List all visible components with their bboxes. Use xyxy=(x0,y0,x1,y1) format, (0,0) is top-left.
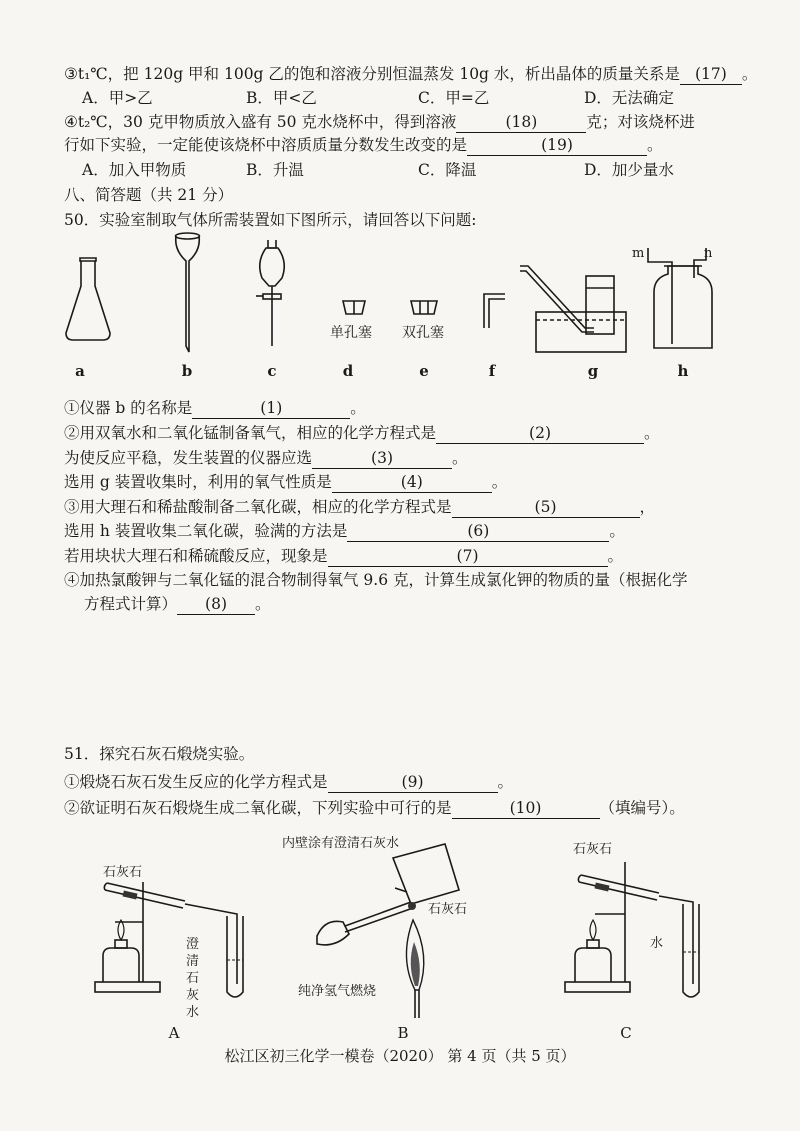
q4-line2 xyxy=(64,135,663,156)
gas-collection-bottle-icon xyxy=(648,248,712,348)
q4-line2-text: 行如下实验，一定能使该烧杯中溶质质量分数发生改变的是 xyxy=(64,136,468,154)
q4-stem-text: ④t₂℃，30 克甲物质放入盛有 50 克水烧杯中，得到溶液 xyxy=(64,113,457,131)
apparatus-letter-f: f xyxy=(488,362,496,380)
q4-option-a[interactable]: A．加入甲物质 xyxy=(82,161,187,179)
fig-b-limestone-label: 石灰石 xyxy=(428,902,468,917)
apparatus-letter-a: a xyxy=(75,362,85,380)
separatory-funnel-icon xyxy=(256,240,284,346)
q50-p2c-text: 选用 g 装置收集时，利用的氧气性质是 xyxy=(64,473,332,491)
blank-8[interactable]: (8) xyxy=(177,594,255,615)
figure-c-drawing xyxy=(565,852,725,1022)
blank-7[interactable]: (7) xyxy=(328,546,608,567)
blank-2[interactable]: (2) xyxy=(436,423,644,444)
q50-p2-text: ②用双氧水和二氧化锰制备氧气，相应的化学方程式是 xyxy=(64,424,437,442)
section-heading: 八、简答题（共 21 分） xyxy=(64,186,234,204)
tube-m-label: m xyxy=(632,246,645,261)
q50-p4b-end: 。 xyxy=(255,595,271,613)
fig-a-limewater-label: 澄清石灰水 xyxy=(186,937,200,1020)
q4-mid: 克；对该烧杯进 xyxy=(586,113,695,131)
q50-p3-text: ③用大理石和稀盐酸制备二氧化碳，相应的化学方程式是 xyxy=(64,498,452,516)
q51-p1-end: 。 xyxy=(497,773,514,791)
q4-stem xyxy=(64,112,695,133)
water-trough-collection-icon xyxy=(520,266,626,352)
fig-c-water-label: 水 xyxy=(650,936,664,951)
q3-stem-text: ③t₁℃，把 120g 甲和 100g 乙的饱和溶液分别恒温蒸发 10g 水，析出晶体的质量关系是 xyxy=(64,65,680,83)
hydrogen-flame-icon xyxy=(406,920,423,1018)
q50-p4: ④加热氯酸钾与二氧化锰的混合物制得氧气 9.6 克，计算生成氯化钾的物质的量（根据化学 xyxy=(64,571,688,589)
q50-p3c xyxy=(64,546,623,567)
figure-letter-a: A xyxy=(168,1024,180,1042)
double-hole-stopper-icon xyxy=(411,301,437,314)
blank-18[interactable]: (18) xyxy=(456,112,586,133)
fig-a-limestone-label: 石灰石 xyxy=(103,865,143,880)
q50-p2b-text: 为使反应平稳，发生装置的仪器应选 xyxy=(64,449,313,467)
q3-end: 。 xyxy=(741,65,758,83)
conical-flask-icon xyxy=(66,258,110,340)
q50-p1 xyxy=(64,398,366,419)
q50-p4b-text: 方程式计算） xyxy=(84,595,178,613)
q50-p2-end: 。 xyxy=(644,424,660,442)
q50-p3c-text: 若用块状大理石和稀硫酸反应，现象是 xyxy=(64,547,328,565)
long-neck-funnel-icon xyxy=(176,233,200,352)
q3-option-b[interactable]: B．甲<乙 xyxy=(246,89,317,107)
fig-c-limestone-label: 石灰石 xyxy=(573,842,613,857)
apparatus-letter-h: h xyxy=(677,362,689,380)
q4-option-b[interactable]: B．升温 xyxy=(246,161,304,179)
tube-n-label: n xyxy=(704,246,713,261)
q3-stem xyxy=(64,64,757,85)
q51-p2 xyxy=(64,798,685,819)
q50-p1-end: 。 xyxy=(350,399,366,417)
q51-p1-text: ①煅烧石灰石发生反应的化学方程式是 xyxy=(64,773,328,791)
inverted-beaker-icon xyxy=(393,844,459,904)
test-tube-water-icon xyxy=(683,904,699,997)
tongs-and-hand-icon xyxy=(317,902,416,945)
q4-option-d[interactable]: D．加少量水 xyxy=(584,161,674,179)
alcohol-lamp-icon xyxy=(103,920,139,982)
q51-p2-text: ②欲证明石灰石煅烧生成二氧化碳，下列实验中可行的是 xyxy=(64,799,452,817)
q51-title: 51．探究石灰石煅烧实验。 xyxy=(64,745,255,763)
double-stopper-label: 双孔塞 xyxy=(402,325,444,341)
q4-end: 。 xyxy=(647,136,663,154)
q51-p1 xyxy=(64,772,513,793)
figure-letter-c: C xyxy=(620,1024,632,1042)
q50-p2c-end: 。 xyxy=(491,473,508,491)
q50-p2c xyxy=(64,472,507,493)
apparatus-row xyxy=(0,228,800,378)
blank-5[interactable]: (5) xyxy=(452,497,640,518)
q50-p2b-end: 。 xyxy=(452,449,468,467)
blank-1[interactable]: (1) xyxy=(192,398,350,419)
q50-p3 xyxy=(64,497,655,518)
test-tube-limewater-icon xyxy=(227,916,243,997)
page-footer: 松江区初三化学一模卷（2020） 第 4 页（共 5 页） xyxy=(224,1047,576,1065)
blank-17[interactable]: (17) xyxy=(680,64,742,85)
q51-p2-end: （填编号）。 xyxy=(599,799,685,817)
q3-option-d[interactable]: D．无法确定 xyxy=(584,89,674,107)
q50-p1-text: ①仪器 b 的名称是 xyxy=(64,399,193,417)
q50-title: 50．实验室制取气体所需装置如下图所示，请回答以下问题: xyxy=(64,211,477,229)
q50-p2 xyxy=(64,423,660,444)
blank-10[interactable]: (10) xyxy=(452,798,600,819)
q50-p4b xyxy=(84,594,271,615)
q50-p3c-end: 。 xyxy=(607,547,624,565)
apparatus-letter-b: b xyxy=(181,362,193,380)
q4-option-c[interactable]: C．降温 xyxy=(418,161,477,179)
apparatus-letter-g: g xyxy=(587,362,599,380)
q50-p3b-end: 。 xyxy=(609,522,625,540)
apparatus-letter-e: e xyxy=(419,362,429,380)
q50-p3b-text: 选用 h 装置收集二氧化碳，验满的方法是 xyxy=(64,522,348,540)
iron-stand-icon xyxy=(95,882,160,992)
blank-4[interactable]: (4) xyxy=(332,472,492,493)
blank-19[interactable]: (19) xyxy=(467,135,647,156)
fig-b-flame-label: 纯净氢气燃烧 xyxy=(298,984,377,999)
single-hole-stopper-icon xyxy=(343,301,365,314)
q50-p2b xyxy=(64,448,468,469)
figure-letter-b: B xyxy=(397,1024,409,1042)
q50-p3b xyxy=(64,521,625,542)
blank-3[interactable]: (3) xyxy=(312,448,452,469)
blank-6[interactable]: (6) xyxy=(347,521,609,542)
q3-option-a[interactable]: A．甲>乙 xyxy=(82,89,153,107)
alcohol-lamp-icon xyxy=(575,920,611,982)
bent-glass-tube-icon xyxy=(484,294,505,328)
fig-b-beaker-label: 内壁涂有澄清石灰水 xyxy=(282,836,400,851)
q50-p3-end: ， xyxy=(639,498,656,516)
blank-9[interactable]: (9) xyxy=(328,772,498,793)
q3-option-c[interactable]: C．甲=乙 xyxy=(418,89,490,107)
apparatus-letter-d: d xyxy=(342,362,354,380)
single-stopper-label: 单孔塞 xyxy=(330,325,372,341)
apparatus-letter-c: c xyxy=(267,362,277,380)
